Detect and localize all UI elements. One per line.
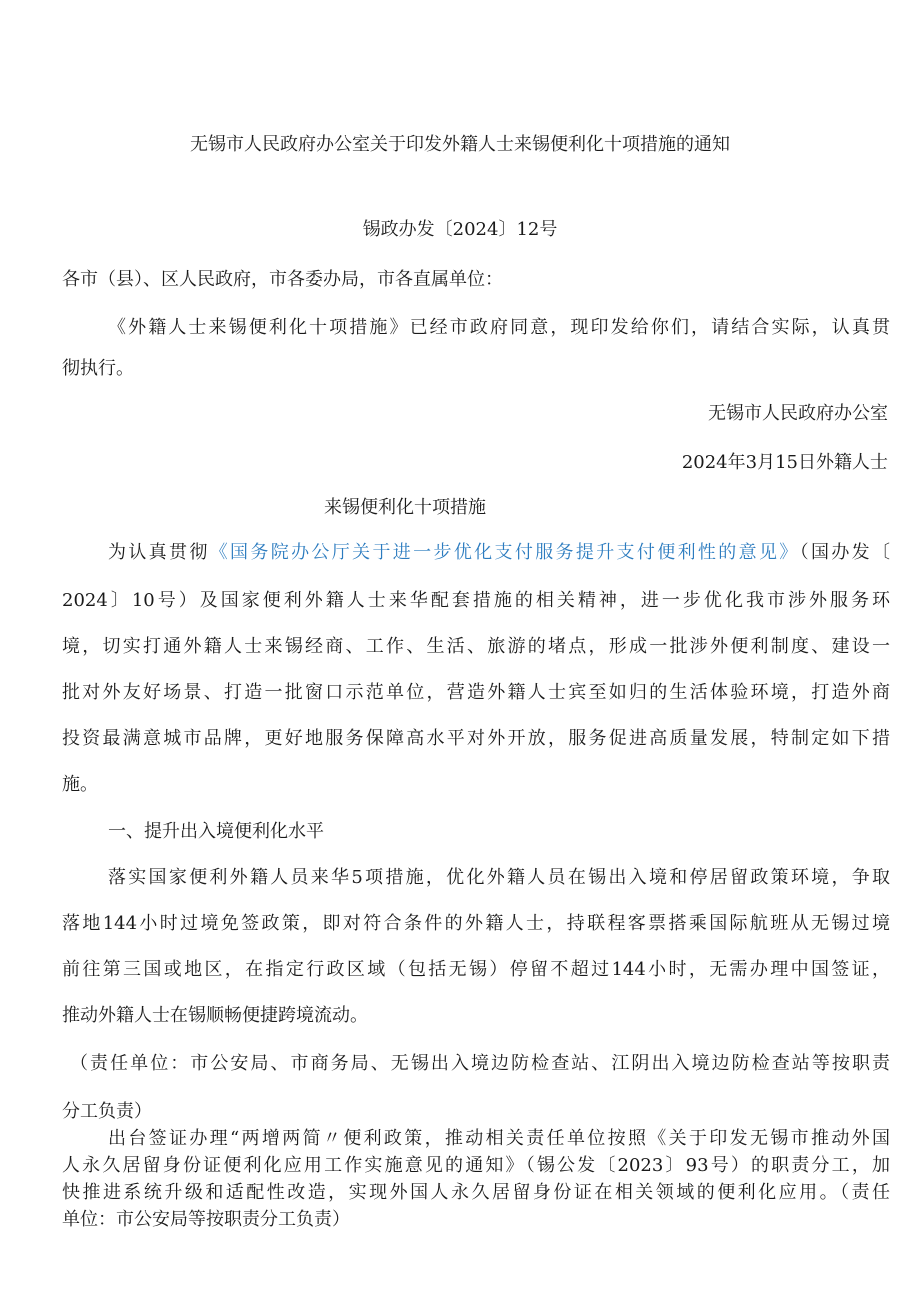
section-paragraph-line: 前往第三国或地区，在指定行政区域（包括无锡）停留不超过144小时，无需办理中国签证， — [62, 959, 890, 980]
section-paragraph2-line: 快推进系统升级和适配性改造，实现外国人永久居留身份证在相关领域的便利化应用。（责任 — [62, 1182, 890, 1203]
section-heading: 一、提升出入境便利化水平 — [108, 821, 324, 842]
addressees: 各市（县）、区人民政府，市各委办局，市各直属单位： — [62, 269, 503, 290]
section-paragraph2-line: 单位：市公安局等按职责分工负责） — [62, 1209, 350, 1230]
section-paragraph-line: 落地144小时过境免签政策，即对符合条件的外籍人士，持联程客票搭乘国际航班从无锡过境 — [62, 913, 890, 934]
measures-title: 来锡便利化十项措施 — [324, 497, 486, 518]
intro-line: 境，切实打通外籍人士来锡经商、工作、生活、旅游的堵点，形成一批涉外便利制度、建设一 — [62, 636, 890, 657]
responsibility-line: （责任单位：市公安局、市商务局、无锡出入境边防检查站、江阴出入境边防检查站等按职责 — [70, 1053, 890, 1074]
intro-line: 2024〕10号）及国家便利外籍人士来华配套措施的相关精神，进一步优化我市涉外服务环 — [62, 590, 890, 611]
section-paragraph2-line: 出台签证办理“两增两简〃便利政策，推动相关责任单位按照《关于印发无锡市推动外国 — [108, 1128, 890, 1149]
section-paragraph-line: 推动外籍人士在锡顺畅便捷跨境流动。 — [62, 1005, 368, 1026]
intro-line: 投资最满意城市品牌，更好地服务保障高水平对外开放，服务促进高质量发展，特制定如下措 — [62, 728, 890, 749]
date-line: 2024年3月15日外籍人士 — [681, 452, 888, 473]
section-paragraph2-line: 人永久居留身份证便利化应用工作实施意见的通知》（锡公发〔2023〕93号）的职责分工，加 — [62, 1155, 890, 1176]
intro-line — [108, 541, 890, 565]
intro-suffix: （国办发〔 — [799, 542, 891, 563]
body-line: 彻执行。 — [62, 358, 134, 379]
section-paragraph-line: 落实国家便利外籍人员来华5项措施，优化外籍人员在锡出入境和停居留政策环境，争取 — [108, 867, 890, 888]
document-number: 锡政办发〔2024〕12号 — [362, 219, 558, 240]
responsibility-line: 分工负责） — [62, 1101, 152, 1122]
policy-link[interactable]: 《国务院办公厅关于进一步优化支付服务提升支付便利性的意见》 — [209, 542, 800, 563]
intro-prefix: 为认真贯彻 — [108, 542, 210, 563]
intro-line: 施。 — [62, 774, 98, 795]
intro-line: 批对外友好场景、打造一批窗口示范单位，营造外籍人士宾至如归的生活体验环境，打造外商 — [62, 682, 890, 703]
issuer: 无锡市人民政府办公室 — [708, 403, 888, 424]
notice-title: 无锡市人民政府办公室关于印发外籍人士来锡便利化十项措施的通知 — [190, 134, 730, 155]
body-line: 《外籍人士来锡便利化十项措施》已经市政府同意，现印发给你们，请结合实际，认真贯 — [108, 317, 890, 338]
